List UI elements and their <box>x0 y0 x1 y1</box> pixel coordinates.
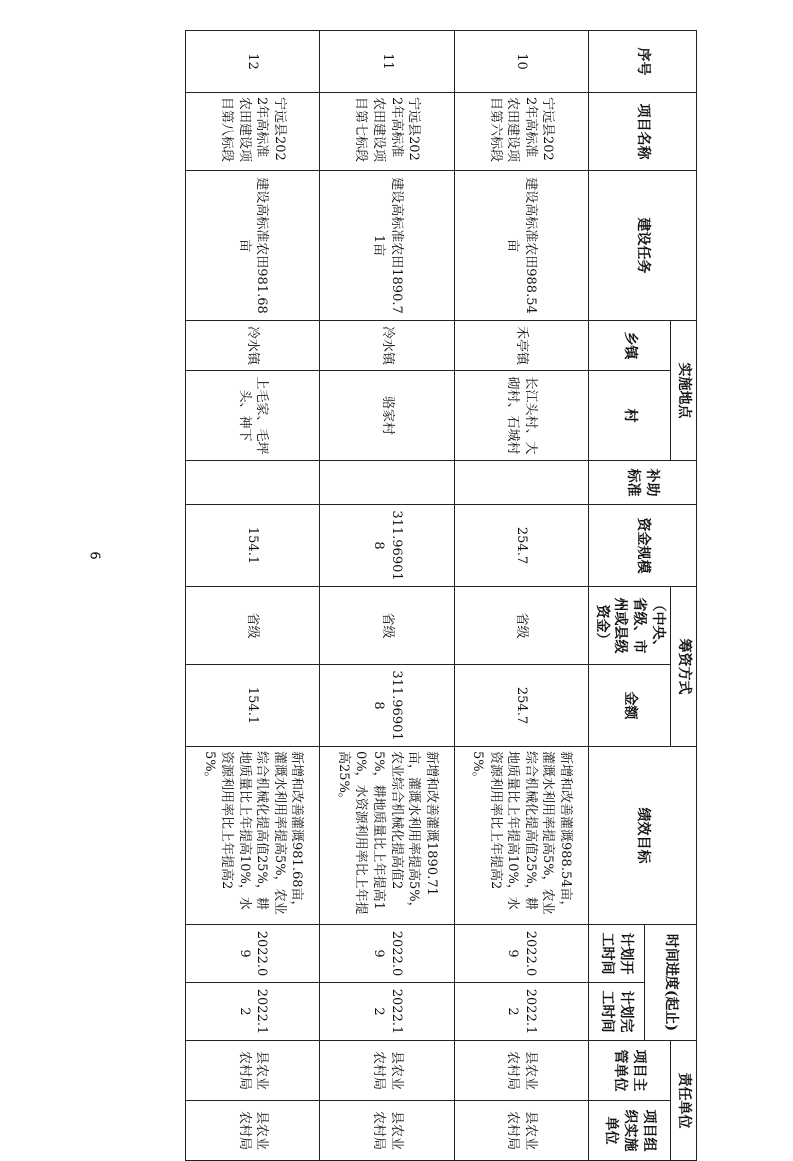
header-location: 实施地点 <box>671 321 697 461</box>
row-funding-source: 省级 <box>186 587 320 665</box>
table-row <box>454 31 588 1161</box>
row-seq: 10 <box>454 31 588 93</box>
project-table-sheet <box>185 30 697 1152</box>
header-performance-goal: 绩效目标 <box>589 747 697 925</box>
row-seq: 12 <box>186 31 320 93</box>
row-town: 冷水镇 <box>320 321 454 371</box>
header-task: 建设任务 <box>589 171 697 321</box>
row-amount: 311.969018 <box>320 665 454 747</box>
header-start-time: 计划开工时间 <box>589 925 645 983</box>
row-supervisor: 县农业农村局 <box>454 1041 588 1101</box>
row-start-time: 2022.09 <box>454 925 588 983</box>
table-row <box>186 31 320 1161</box>
row-task: 建设高标准农田988.54亩 <box>454 171 588 321</box>
row-task: 建设高标准农田981.68亩 <box>186 171 320 321</box>
project-table <box>185 30 697 1161</box>
header-village: 村 <box>589 371 671 461</box>
row-fund-scale: 311.969018 <box>320 505 454 587</box>
row-implementer: 县农业农村局 <box>320 1101 454 1161</box>
row-amount: 154.1 <box>186 665 320 747</box>
header-fund-scale: 资金规模 <box>589 505 697 587</box>
header-subsidy-standard: 补助标准 <box>589 461 697 505</box>
row-supervisor: 县农业农村局 <box>186 1041 320 1101</box>
row-project-name: 宁远县2022年高标准农田建设项目第七标段 <box>320 93 454 171</box>
row-funding-source: 省级 <box>320 587 454 665</box>
row-start-time: 2022.09 <box>186 925 320 983</box>
page-number: 6 <box>86 551 102 560</box>
row-fund-scale: 154.1 <box>186 505 320 587</box>
row-end-time: 2022.12 <box>320 983 454 1041</box>
header-town: 乡镇 <box>589 321 671 371</box>
row-funding-source: 省级 <box>454 587 588 665</box>
header-amount: 金额 <box>589 665 671 747</box>
row-subsidy-standard <box>186 461 320 505</box>
row-village: 长江头村、大砌村、石城村 <box>454 371 588 461</box>
table-row <box>320 31 454 1161</box>
row-subsidy-standard <box>320 461 454 505</box>
header-schedule: 时间进度(起止) <box>645 925 697 1041</box>
row-project-name: 宁远县2022年高标准农田建设项目第八标段 <box>186 93 320 171</box>
row-performance-goal: 新增和改善灌溉988.54亩，灌溉水利用率提高5%，农业综合机械化提高值25%，耕地质量比上年提高10%，水资源利用率比上年提高25%。 <box>454 747 588 925</box>
row-amount: 254.7 <box>454 665 588 747</box>
header-funding-method: 筹资方式 <box>671 587 697 747</box>
row-task: 建设高标准农田1890.71亩 <box>320 171 454 321</box>
row-subsidy-standard <box>454 461 588 505</box>
header-responsible: 责任单位 <box>671 1041 697 1161</box>
row-end-time: 2022.12 <box>454 983 588 1041</box>
row-village: 骆家村 <box>320 371 454 461</box>
header-funding-source: （中央、省级、市州或县级资金） <box>589 587 671 665</box>
row-implementer: 县农业农村局 <box>186 1101 320 1161</box>
header-project-name: 项目名称 <box>589 93 697 171</box>
row-supervisor: 县农业农村局 <box>320 1041 454 1101</box>
row-seq: 11 <box>320 31 454 93</box>
row-project-name: 宁远县2022年高标准农田建设项目第六标段 <box>454 93 588 171</box>
header-supervisor: 项目主管单位 <box>589 1041 671 1101</box>
header-implementer: 项目组织实施单位 <box>589 1101 671 1161</box>
row-performance-goal: 新增和改善灌溉981.68亩，灌溉水利用率提高5%，农业综合机械化提高值25%，耕地质量比上年提高10%，水资源利用率比上年提高25%。 <box>186 747 320 925</box>
row-town: 禾亭镇 <box>454 321 588 371</box>
row-implementer: 县农业农村局 <box>454 1101 588 1161</box>
row-start-time: 2022.09 <box>320 925 454 983</box>
row-end-time: 2022.12 <box>186 983 320 1041</box>
header-seq: 序号 <box>589 31 697 93</box>
row-village: 上毛家、毛坪头、神下 <box>186 371 320 461</box>
row-town: 冷水镇 <box>186 321 320 371</box>
header-end-time: 计划完工时间 <box>589 983 645 1041</box>
row-performance-goal: 新增和改善灌溉1890.71亩，灌溉水利用率提高5%，农业综合机械化提高值25%，耕地质量比上年提高10%，水资源利用率比上年提高25%。 <box>320 747 454 925</box>
row-fund-scale: 254.7 <box>454 505 588 587</box>
